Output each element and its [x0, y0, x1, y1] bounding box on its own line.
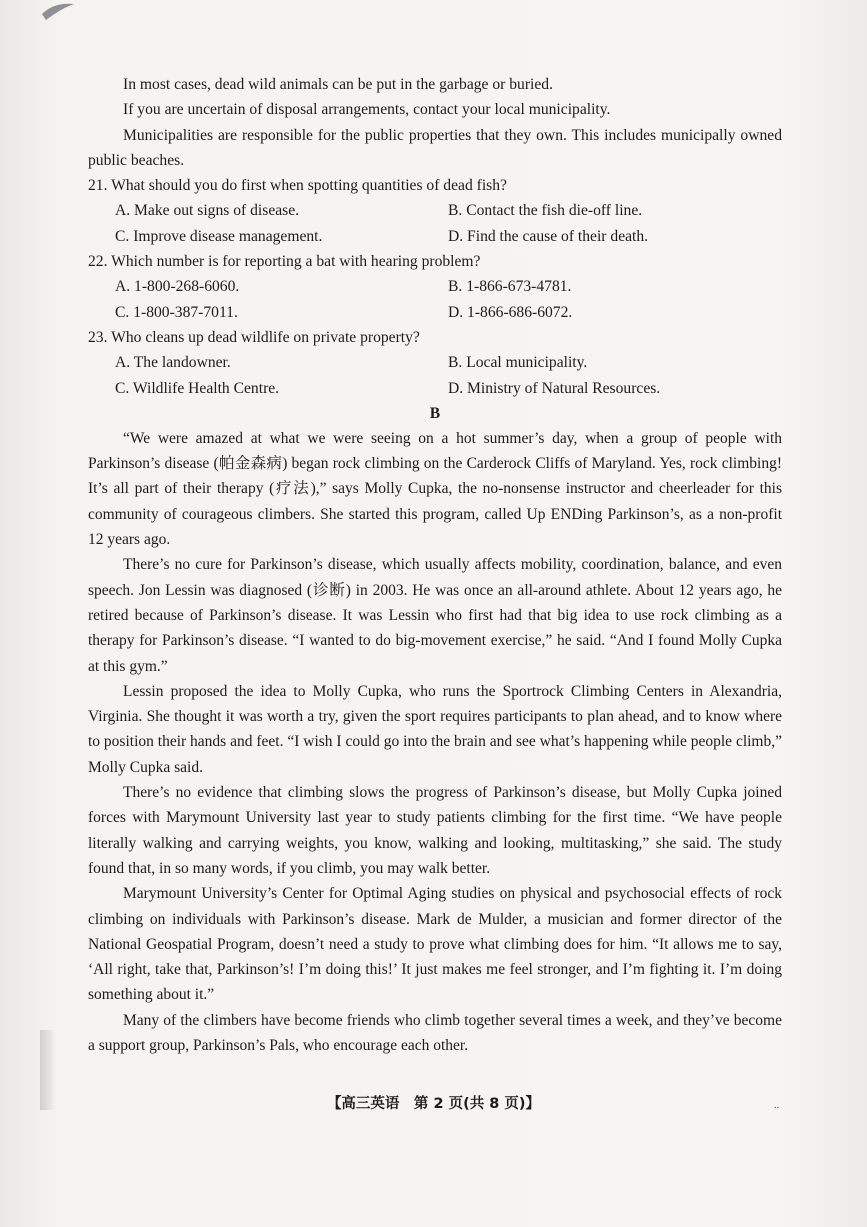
- question-stem: 23. Who cleans up dead wildlife on private property?: [88, 328, 420, 346]
- intro-line-2: If you are uncertain of disposal arrangements, contact your local municipality.: [123, 101, 611, 119]
- footer-dots: ..: [774, 1100, 779, 1111]
- page-footer: 【高三英语 第 2 页(共 8 页)】: [326, 1096, 541, 1112]
- page-content: [88, 72, 782, 1058]
- question-stem: 22. Which number is for reporting a bat with hearing problem?: [88, 253, 481, 271]
- passage-paragraph-5: Marymount University’s Center for Optimal Aging studies on physical and psychosocial effects of rock climbing on individuals with Parkinson’s disease. Mark de Mulder, a musician and former director of the National Geospatial Program, doesn’t need a study to prove what climbing does for him. “It allows me to say, ‘All right, take that, Parkinson’s! I’m doing this!’ It just makes me feel stronger, and I’m fighting it. I’m doing something about it.”: [88, 885, 782, 1004]
- question-21: [88, 173, 782, 249]
- option-d: D. Ministry of Natural Resources.: [448, 379, 661, 397]
- option-a: A. The landowner.: [115, 354, 231, 372]
- question-22: [88, 249, 782, 325]
- section-b-heading: B: [429, 404, 441, 422]
- question-23: [88, 325, 782, 401]
- option-c: C. 1-800-387-7011.: [115, 303, 238, 321]
- passage-paragraph-2: There’s no cure for Parkinson’s disease, which usually affects mobility, coordination, balance, and even speech. Jon Lessin was diagnosed (诊断) in 2003. He was once an all-around athlete. About 12 years ago, he retired because of Parkinson’s disease. It was Lessin who first had that big idea to use rock climbing as a therapy for Parkinson’s disease. “I wanted to do big-movement exercise,” he said. “And I found Molly Cupka at this gym.”: [88, 556, 782, 675]
- passage-paragraph-4: There’s no evidence that climbing slows the progress of Parkinson’s disease, but Molly Cupka joined forces with Marymount University last year to study patients climbing for the first time. “We have people literally walking and carrying weights, you know, walking and looking, multitasking,” she said. The study found that, in so many words, if you climb, you may walk better.: [88, 784, 782, 877]
- option-b: B. Contact the fish die-off line.: [448, 202, 643, 220]
- question-stem: 21. What should you do first when spotting quantities of dead fish?: [88, 177, 507, 195]
- option-c: C. Improve disease management.: [115, 227, 323, 245]
- option-grid: [88, 350, 782, 401]
- passage-paragraph-3: Lessin proposed the idea to Molly Cupka, who runs the Sportrock Climbing Centers in Alexandria, Virginia. She thought it was worth a try, given the sport requires participants to plan ahead, and to know where to position their hands and feet. “I wish I could go into the brain and see what’s happening while people climb,” Molly Cupka said.: [88, 682, 782, 776]
- corner-stain-icon: [40, 0, 76, 22]
- option-c: C. Wildlife Health Centre.: [115, 379, 280, 397]
- intro-line-1: In most cases, dead wild animals can be put in the garbage or buried.: [123, 76, 553, 93]
- option-grid: [88, 198, 782, 249]
- option-a: A. Make out signs of disease.: [115, 202, 300, 220]
- option-grid: [88, 274, 782, 325]
- option-d: D. 1-866-686-6072.: [448, 303, 573, 321]
- intro-line-3: Municipalities are responsible for the public properties that they own. This includes municipally owned public beaches.: [88, 126, 782, 169]
- option-b: B. 1-866-673-4781.: [448, 278, 572, 296]
- passage-paragraph-1: “We were amazed at what we were seeing on a hot summer’s day, when a group of people with Parkinson’s disease (帕金森病) began rock climbing on the Carderock Cliffs of Maryland. Yes, rock climbing! It’s all part of their therapy (疗法),” says Molly Cupka, the no-nonsense instructor and cheerleader for this community of courageous climbers. She started this program, called Up ENDing Parkinson’s, as a non-profit 12 years ago.: [88, 429, 782, 549]
- option-a: A. 1-800-268-6060.: [115, 278, 240, 296]
- option-d: D. Find the cause of their death.: [448, 227, 649, 245]
- passage-b: [88, 426, 782, 1058]
- option-b: B. Local municipality.: [448, 354, 588, 372]
- passage-paragraph-6: Many of the climbers have become friends who climb together several times a week, and they’ve become a support group, Parkinson’s Pals, who encourage each other.: [88, 1011, 782, 1054]
